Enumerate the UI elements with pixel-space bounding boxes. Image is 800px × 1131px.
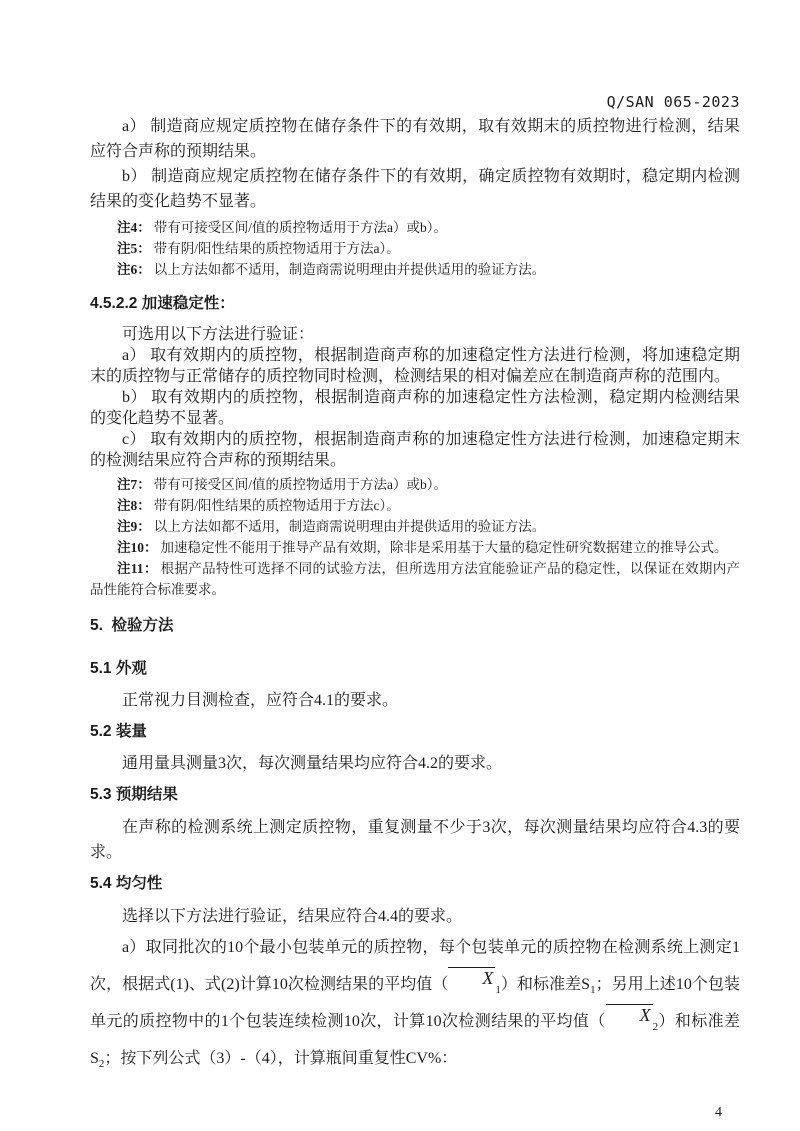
subscript: 1 bbox=[590, 984, 596, 997]
note bbox=[90, 217, 740, 238]
paragraph-method-a-5-4 bbox=[90, 929, 740, 1077]
document-code: Q/SAN 065-2023 bbox=[606, 93, 740, 111]
note-label: 注7： bbox=[117, 477, 151, 492]
note-text: 以上方法如都不适用，制造商需说明理由并提供适用的验证方法。 bbox=[153, 262, 546, 277]
note bbox=[90, 516, 740, 537]
note-text: 带有可接受区间/值的质控物适用于方法a）或b）。 bbox=[153, 220, 447, 235]
paragraph-item-b-4522: b） 取有效期内的质控物，根据制造商声称的加速稳定性方法检测，稳定期内检测结果的变化趋势不显著。 bbox=[90, 389, 740, 427]
xbar-symbol: X bbox=[606, 1004, 653, 1024]
section-heading-5-4: 5.4 均匀性 bbox=[90, 875, 163, 892]
note-text: 根据产品特性可选择不同的试验方法，但所选用方法宜能验证产品的稳定性，以保证在效期内产品性能符合标准要求。 bbox=[90, 561, 741, 597]
paragraph-intro-5-4: 选择以下方法进行验证，结果应符合4.4的要求。 bbox=[122, 908, 463, 925]
section-heading-4-5-2-2: 4.5.2.2 加速稳定性： bbox=[90, 295, 235, 312]
note-text: 加速稳定性不能用于推导产品有效期，除非是采用基于大量的稳定性研究数据建立的推导公式。 bbox=[160, 540, 728, 555]
note-label: 注8： bbox=[117, 498, 151, 513]
paragraph-item-b: b） 制造商应规定质控物在储存条件下的有效期，确定质控物有效期时，稳定期内检测结果的变化趋势不显著。 bbox=[90, 168, 740, 210]
note bbox=[90, 558, 740, 600]
note-text: 带有阴/阳性结果的质控物适用于方法a）。 bbox=[153, 241, 400, 256]
subscript: 1 bbox=[495, 984, 501, 997]
section-heading-5: 5. 检验方法 bbox=[90, 617, 174, 634]
subscript: 2 bbox=[652, 1021, 659, 1034]
note-label: 注9： bbox=[117, 519, 151, 534]
subscript: 2 bbox=[98, 1058, 105, 1071]
note-label: 注11： bbox=[117, 561, 158, 576]
paragraph-item-a: a） 制造商应规定质控物在储存条件下的有效期，取有效期末的质控物进行检测，结果应符合声称的预期结果。 bbox=[90, 118, 740, 160]
paragraph-item-a-4522: a） 取有效期内的质控物，根据制造商声称的加速稳定性方法进行检测，将加速稳定期末的质控物与正常储存的质控物同时检测，检测结果的相对偏差应在制造商声称的范围内。 bbox=[90, 347, 740, 385]
note bbox=[90, 259, 740, 280]
note-text: 带有阴/阳性结果的质控物适用于方法c）。 bbox=[153, 498, 400, 513]
note bbox=[90, 537, 740, 558]
paragraph-5-3: 在声称的检测系统上测定质控物，重复测量不少于3次，每次测量结果均应符合4.3的要求。 bbox=[90, 819, 740, 861]
notes-block-realtime bbox=[90, 217, 740, 280]
note-text: 带有可接受区间/值的质控物适用于方法a）或b）。 bbox=[153, 477, 447, 492]
paragraph-5-1: 正常视力目测检查，应符合4.1的要求。 bbox=[122, 692, 399, 709]
method-text-segment: ；按下列公式（3）-（4），计算瓶间重复性CV%： bbox=[104, 1050, 458, 1067]
note-label: 注4： bbox=[117, 220, 151, 235]
note bbox=[90, 495, 740, 516]
note-text: 以上方法如都不适用，制造商需说明理由并提供适用的验证方法。 bbox=[153, 519, 546, 534]
notes-block-accelerated bbox=[90, 474, 740, 600]
paragraph-5-2: 通用量具测量3次，每次测量结果均应符合4.2的要求。 bbox=[122, 755, 503, 772]
page-number: 4 bbox=[715, 1105, 722, 1120]
note bbox=[90, 474, 740, 495]
section-heading-5-3: 5.3 预期结果 bbox=[90, 786, 178, 803]
paragraph-intro-4522: 可选用以下方法进行验证： bbox=[122, 326, 315, 343]
note-label: 注10： bbox=[117, 540, 158, 555]
section-heading-5-2: 5.2 装量 bbox=[90, 723, 147, 740]
note bbox=[90, 238, 740, 259]
method-text-segment: ；另用上述10个包装单元的质控物中的1个包装连续检测10次，计算10次检测结果的平均值（ bbox=[90, 976, 740, 1030]
method-text-segment: ）和标准差S bbox=[90, 1013, 740, 1067]
section-heading-5-1: 5.1 外观 bbox=[90, 660, 147, 677]
note-label: 注5： bbox=[117, 241, 151, 256]
method-text-segment: a）取同批次的10个最小包装单元的质控物，每个包装单元的质控物在检测系统上测定1次，根据式(1)、式(2)计算10次检测结果的平均值（ bbox=[90, 939, 740, 993]
paragraph-item-c-4522: c） 取有效期内的质控物，根据制造商声称的加速稳定性方法进行检测，加速稳定期末的检测结果应符合声称的预期结果。 bbox=[90, 431, 740, 469]
method-text-segment: ）和标准差S bbox=[500, 976, 591, 993]
note-label: 注6： bbox=[117, 262, 151, 277]
xbar-symbol: X bbox=[448, 967, 495, 987]
